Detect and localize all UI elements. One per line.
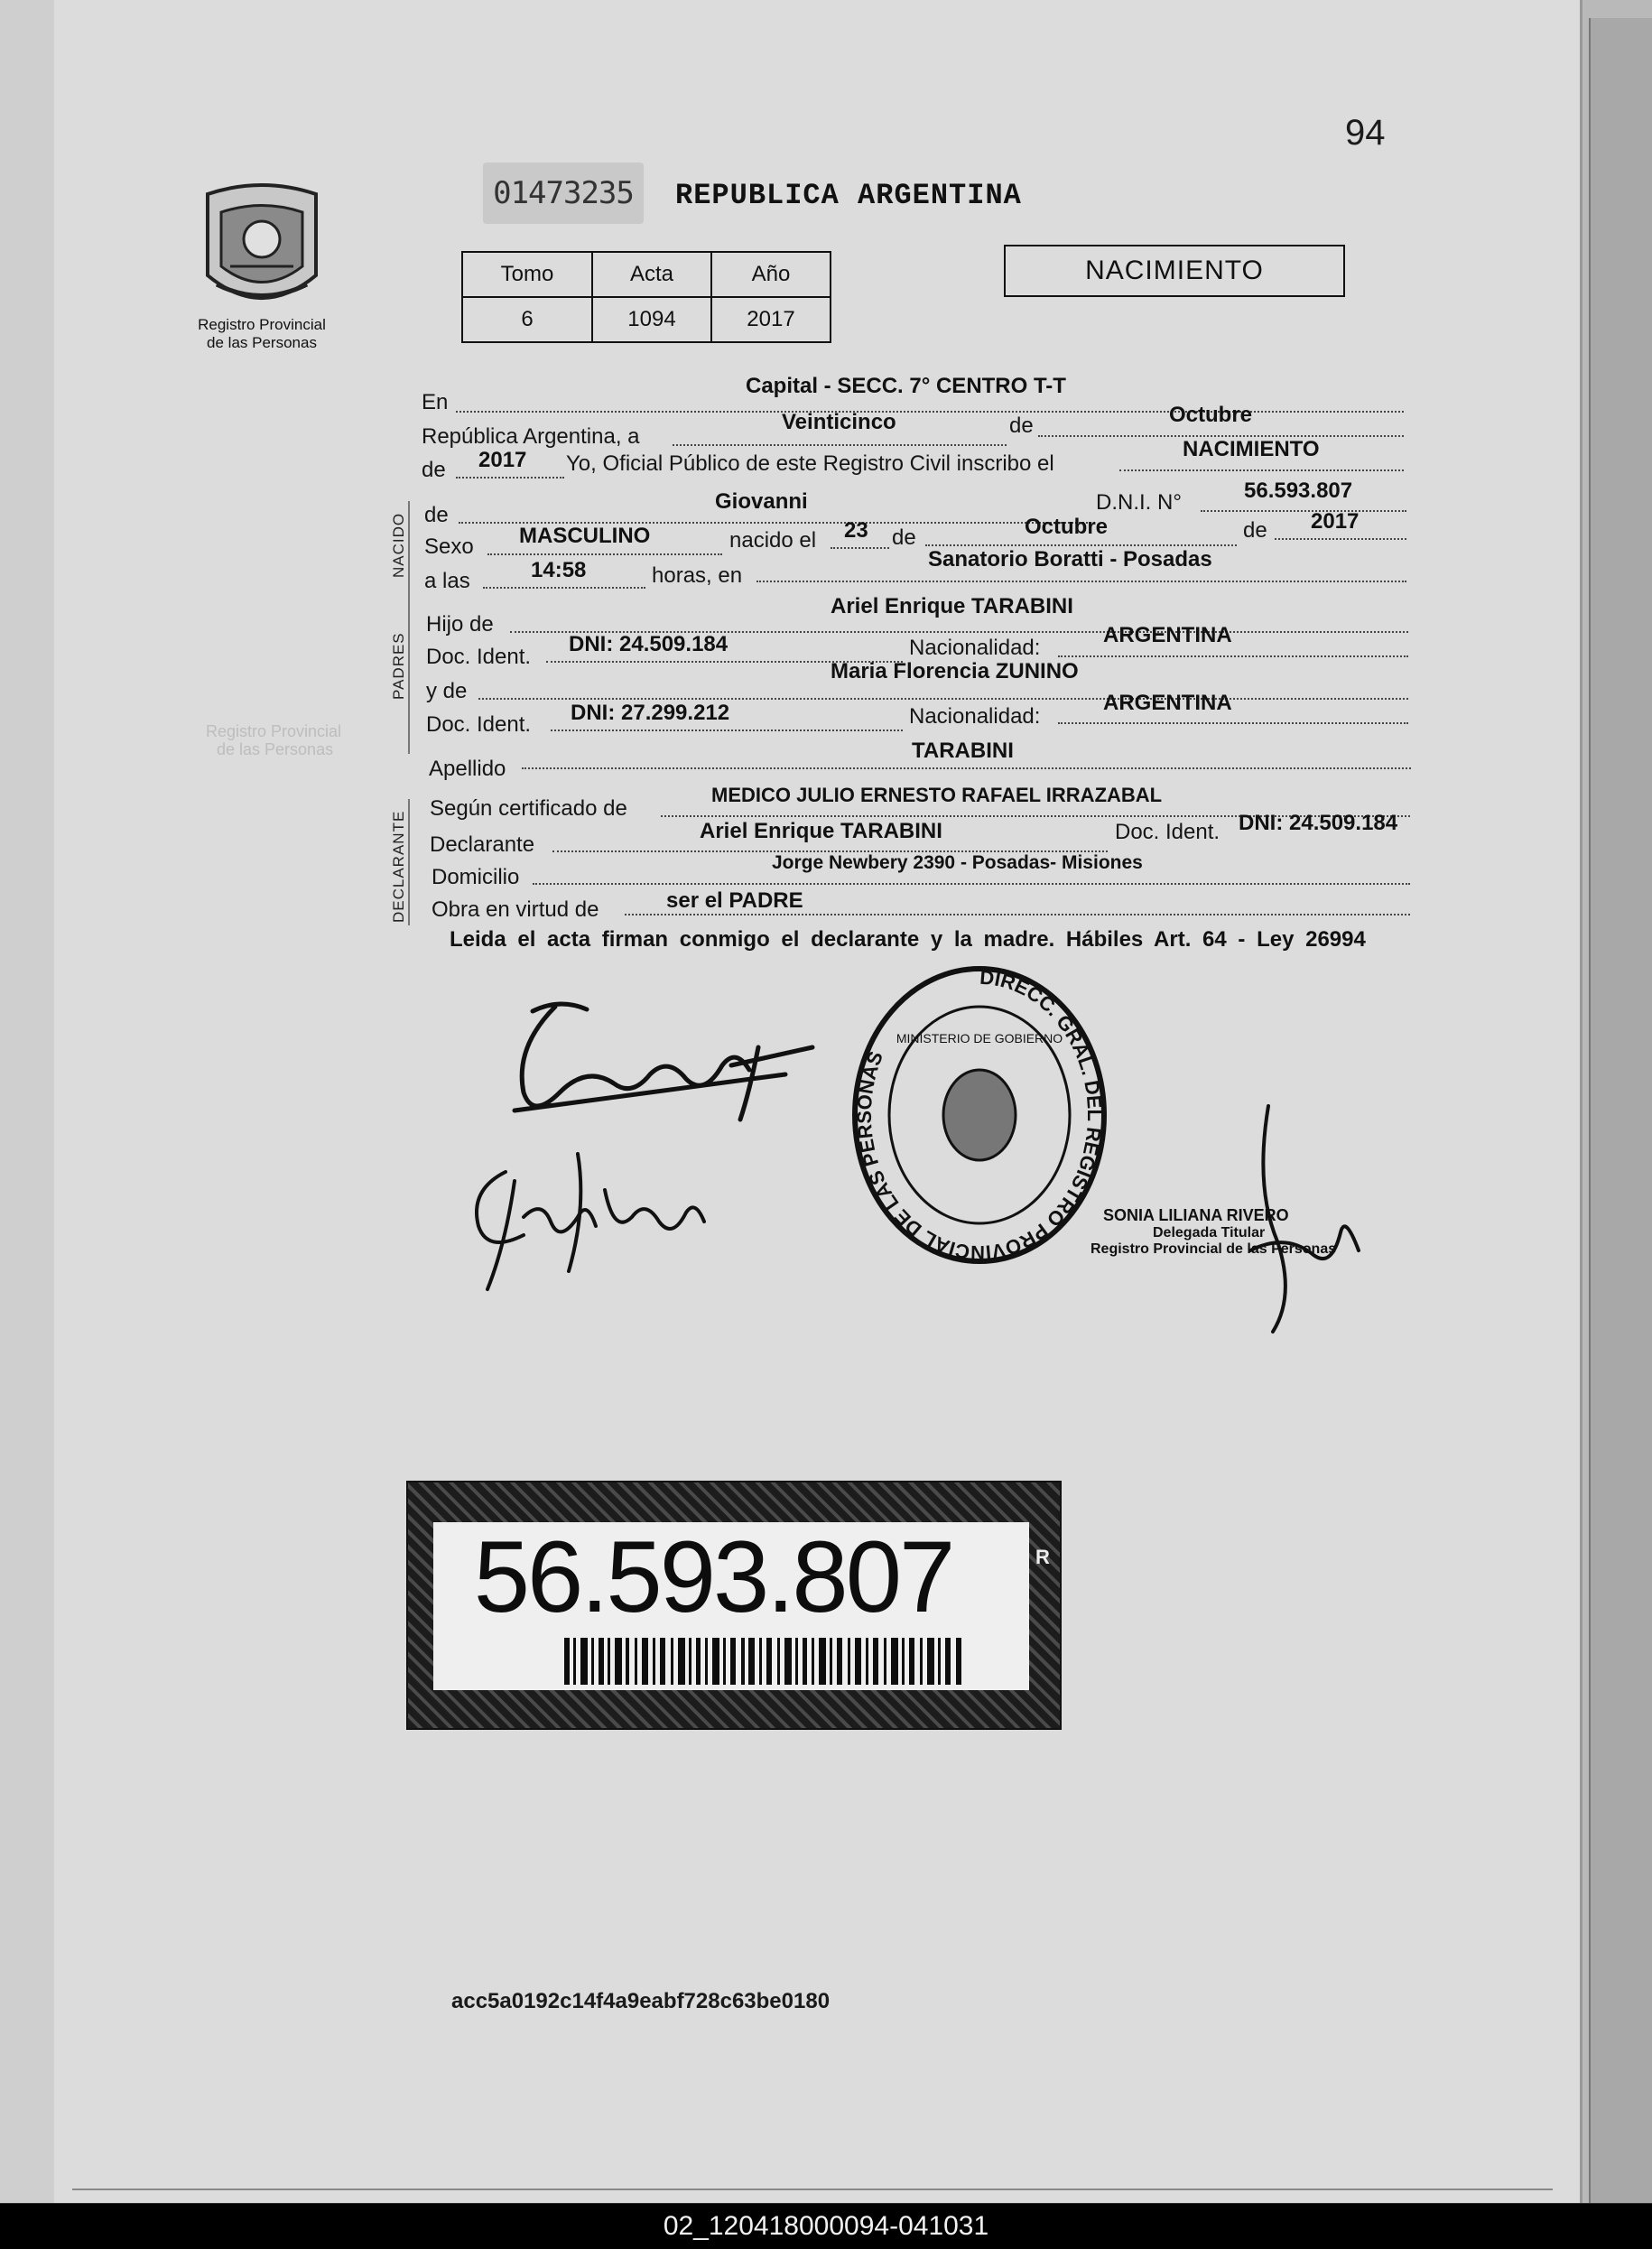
sticker-letter: R xyxy=(1035,1546,1050,1568)
fill-line xyxy=(456,477,564,479)
fill-line xyxy=(1275,538,1406,540)
barcode-icon xyxy=(564,1638,961,1685)
mother-signature-icon xyxy=(451,1136,722,1298)
doc-declarante: DNI: 24.509.184 xyxy=(1239,811,1398,835)
document-hash: acc5a0192c14f4a9eabf728c63be0180 xyxy=(451,1989,831,2013)
nombre-madre: Maria Florencia ZUNINO xyxy=(831,659,1079,683)
emblem-caption-line: de las Personas xyxy=(207,334,317,351)
label-nacionalidad: Nacionalidad: xyxy=(909,636,1041,660)
bleed-through-text: Registro Provincial xyxy=(206,722,342,740)
register-header-row xyxy=(462,252,831,297)
label-de: de xyxy=(1243,518,1267,543)
sticker-label xyxy=(433,1522,1029,1690)
sticker-number: 56.593.807 xyxy=(473,1520,953,1633)
register-value-row xyxy=(462,297,831,342)
hora-nacimiento: 14:58 xyxy=(531,558,587,582)
stamp-inner-text: MINISTERIO DE GOBIERNO xyxy=(896,1031,1063,1046)
label-a-las: a las xyxy=(424,569,470,593)
fill-line xyxy=(1201,510,1406,512)
section-label-padres: PADRES xyxy=(390,632,407,700)
anio-inscripcion: 2017 xyxy=(478,448,527,472)
fill-line xyxy=(487,553,722,555)
tipo-inscripcion: NACIMIENTO xyxy=(1183,437,1320,461)
fill-line xyxy=(522,767,1411,769)
label-declarante: Declarante xyxy=(430,832,535,857)
label-dni: D.N.I. N° xyxy=(1096,490,1182,515)
label-de: de xyxy=(892,525,916,550)
fill-line xyxy=(925,544,1237,546)
register-value: 1094 xyxy=(592,297,711,342)
page-bottom-edge xyxy=(72,2189,1553,2190)
label-domicilio: Domicilio xyxy=(432,865,520,889)
label-apellido: Apellido xyxy=(429,757,506,781)
official-name: SONIA LILIANA RIVERO xyxy=(1103,1206,1289,1224)
bleed-through-text: de las Personas xyxy=(217,740,334,758)
fill-line xyxy=(673,444,1007,446)
fill-line xyxy=(625,914,1410,915)
register-header: Año xyxy=(711,252,831,297)
label-de: de xyxy=(1009,414,1034,438)
fill-line xyxy=(1058,655,1408,657)
section-label-nacido: NACIDO xyxy=(390,512,407,578)
closing-statement: Leida el acta firman conmigo el declarante y la madre. Hábiles Art. 64 - Ley 26994 xyxy=(450,927,1366,952)
fill-line xyxy=(483,587,645,589)
section-label-declarante: DECLARANTE xyxy=(390,810,407,923)
label-doc-ident: Doc. Ident. xyxy=(1115,820,1220,844)
nombre-nacido: Giovanni xyxy=(715,489,808,514)
emblem-caption xyxy=(176,316,348,352)
barcode-sticker xyxy=(406,1481,1062,1730)
register-value: 2017 xyxy=(711,297,831,342)
dni-nacido: 56.593.807 xyxy=(1244,479,1353,503)
lugar-nacimiento: Sanatorio Boratti - Posadas xyxy=(928,547,1212,572)
label-sexo: Sexo xyxy=(424,534,474,559)
fill-line xyxy=(1119,469,1404,471)
register-header: Acta xyxy=(592,252,711,297)
fill-line xyxy=(1058,722,1408,724)
section-divider xyxy=(408,501,410,618)
page-binding-edge xyxy=(0,0,54,2203)
doc-madre: DNI: 27.299.212 xyxy=(571,701,730,725)
label-nacionalidad: Nacionalidad: xyxy=(909,704,1041,729)
section-divider xyxy=(408,618,410,754)
official-stamp-icon xyxy=(844,957,1115,1264)
vinculo-declarante: ser el PADRE xyxy=(666,888,803,913)
label-de: de xyxy=(422,458,446,482)
serial-number: 01473235 xyxy=(483,163,644,224)
dia-inscripcion: Veinticinco xyxy=(782,410,896,434)
file-identifier: 02_120418000094-041031 xyxy=(663,2211,989,2241)
dia-nacimiento: 23 xyxy=(844,518,868,543)
official-title: Delegada Titular xyxy=(1153,1225,1266,1241)
label-y-de: y de xyxy=(426,679,468,703)
fill-line xyxy=(831,547,889,549)
label-de: de xyxy=(424,503,449,527)
mes-inscripcion: Octubre xyxy=(1169,403,1253,427)
certificado-medico: MEDICO JULIO ERNESTO RAFAEL IRRAZABAL xyxy=(711,784,1163,806)
document-heading: REPUBLICA ARGENTINA xyxy=(675,179,1022,212)
label-doc-ident: Doc. Ident. xyxy=(426,712,532,737)
label-horas-en: horas, en xyxy=(652,563,743,588)
apellido-nacido: TARABINI xyxy=(912,739,1014,763)
section-divider xyxy=(408,799,410,925)
page-number: 94 xyxy=(1345,113,1386,153)
label-doc-ident: Doc. Ident. xyxy=(426,645,532,669)
label-en: En xyxy=(422,390,449,414)
nombre-padre: Ariel Enrique TARABINI xyxy=(831,594,1073,618)
mes-nacimiento: Octubre xyxy=(1025,515,1109,539)
nombre-declarante: Ariel Enrique TARABINI xyxy=(700,819,942,843)
label-hijo-de: Hijo de xyxy=(426,612,494,637)
fill-line xyxy=(533,883,1410,885)
label-yo: Yo, Oficial Público de este Registro Civil inscribo el xyxy=(566,451,1054,476)
declarant-signature-icon xyxy=(478,993,840,1129)
fill-line xyxy=(456,411,1404,413)
domicilio-declarante: Jorge Newbery 2390 - Posadas- Misiones xyxy=(772,852,1143,873)
register-value: 6 xyxy=(462,297,592,342)
stamp-ring-text: DIRECC. GRAL. DEL REGISTRO PROVINCIAL DE LAS PERSONAS xyxy=(852,965,1106,1264)
nacionalidad-padre: ARGENTINA xyxy=(1103,623,1232,647)
register-header: Tomo xyxy=(462,252,592,297)
back-sheet-edge xyxy=(1589,18,1652,2203)
fill-line xyxy=(756,581,1406,582)
register-table xyxy=(461,251,831,343)
official-office: Registro Provincial de las Personas xyxy=(1091,1241,1337,1257)
doc-padre: DNI: 24.509.184 xyxy=(569,632,729,656)
fill-line xyxy=(478,698,1408,700)
label-obra: Obra en virtud de xyxy=(432,897,599,922)
official-block xyxy=(1091,1206,1337,1258)
label-certificado: Según certificado de xyxy=(430,796,627,821)
sexo-nacido: MASCULINO xyxy=(519,524,651,548)
fill-line xyxy=(551,730,903,731)
emblem-caption-line: Registro Provincial xyxy=(198,316,326,333)
act-type-box: NACIMIENTO xyxy=(1004,245,1345,297)
label-republica: República Argentina, a xyxy=(422,424,640,449)
label-nacido-el: nacido el xyxy=(729,528,817,553)
nacionalidad-madre: ARGENTINA xyxy=(1103,691,1232,715)
lugar-inscripcion: Capital - SECC. 7° CENTRO T-T xyxy=(746,374,1066,398)
anio-nacimiento: 2017 xyxy=(1311,509,1360,534)
